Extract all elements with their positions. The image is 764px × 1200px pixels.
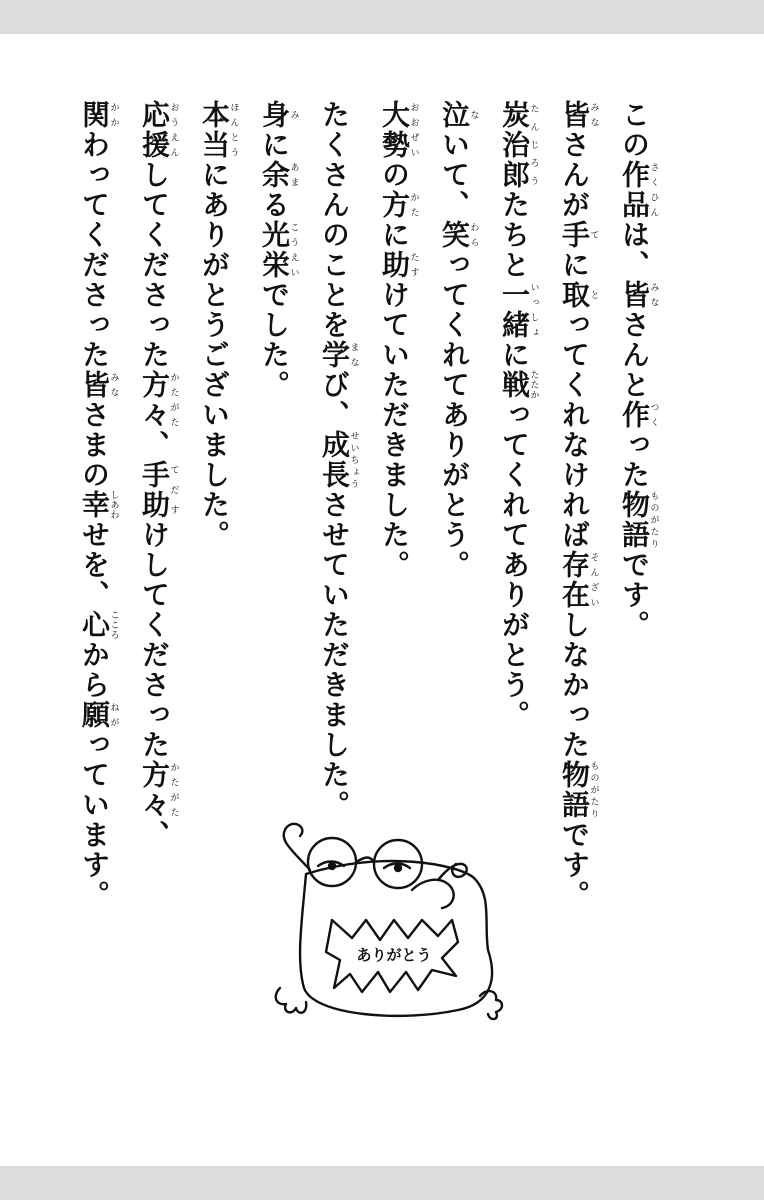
furigana: みな <box>648 280 659 310</box>
message-line <box>544 100 604 910</box>
furigana: みな <box>588 100 599 130</box>
message-text: たちと <box>498 190 531 280</box>
ruby-word <box>78 490 119 520</box>
furigana: て <box>588 220 599 250</box>
message-text: けしてくださった <box>138 520 171 760</box>
top-band <box>0 0 764 34</box>
ruby-word <box>78 700 119 730</box>
message-text: った <box>618 430 651 490</box>
message-text: に <box>498 340 531 370</box>
message-line <box>424 100 484 800</box>
paw-left <box>276 988 307 1013</box>
paw-right <box>480 991 502 1019</box>
glasses-monster-icon <box>262 810 522 1035</box>
ruby-word <box>138 370 179 430</box>
furigana: こうえい <box>288 220 299 280</box>
ruby-word <box>498 370 539 400</box>
message-text: してくださった <box>138 160 171 370</box>
ruby-base: 幸 <box>78 490 111 520</box>
ruby-base: 作 <box>618 400 651 430</box>
ruby-base: 応援 <box>138 100 171 160</box>
message-line <box>64 100 124 910</box>
ruby-word <box>618 280 659 310</box>
bottom-band <box>0 1166 764 1200</box>
ruby-base: 関 <box>78 100 111 130</box>
ruby-word <box>378 100 419 160</box>
furigana: しあわ <box>108 490 119 520</box>
ruby-base: 助 <box>378 250 411 280</box>
message-text: です。 <box>618 550 651 640</box>
message-text: です。 <box>558 820 591 910</box>
furigana: まな <box>348 340 359 370</box>
ruby-word <box>558 760 599 820</box>
ruby-base: 学 <box>318 340 351 370</box>
ruby-base: 存在 <box>558 550 591 610</box>
furigana: かたがた <box>168 370 179 430</box>
ruby-word <box>618 160 659 220</box>
ruby-word <box>618 490 659 550</box>
raised-hand <box>412 880 454 908</box>
ruby-base: 物語 <box>558 760 591 820</box>
furigana: ほんとう <box>228 100 239 160</box>
ruby-word <box>138 100 179 160</box>
ruby-word <box>378 190 419 220</box>
message-line <box>304 100 364 820</box>
message-line <box>124 100 184 850</box>
furigana: かた <box>408 190 419 220</box>
message-text: わってくださった <box>78 130 111 370</box>
message-text: でした。 <box>258 280 291 400</box>
message-text: さんが <box>558 130 591 220</box>
message-text: る <box>258 190 291 220</box>
ruby-base: 手 <box>558 220 591 250</box>
ruby-word <box>438 220 479 250</box>
ruby-base: 皆 <box>558 100 591 130</box>
message-text: しなかった <box>558 610 591 760</box>
ruby-word <box>498 100 539 190</box>
message-text: 、 <box>138 820 171 850</box>
ruby-base: 一緒 <box>498 280 531 340</box>
ruby-word <box>558 280 599 310</box>
ruby-base: 余 <box>258 160 291 190</box>
furigana: な <box>468 100 479 130</box>
ruby-word <box>558 220 599 250</box>
pupil-left <box>329 863 335 869</box>
furigana: ものがたり <box>648 490 659 550</box>
message-line <box>184 100 244 800</box>
message-line <box>244 100 304 800</box>
furigana: おうえん <box>168 100 179 160</box>
message-text: から <box>78 640 111 700</box>
message-text: さんと <box>618 310 651 400</box>
furigana: おおぜい <box>408 100 419 160</box>
ruby-base: 光栄 <box>258 220 291 280</box>
ruby-base: 皆 <box>78 370 111 400</box>
ruby-word <box>78 610 119 640</box>
ruby-word <box>378 250 419 280</box>
message-text: 、 <box>138 430 171 460</box>
ruby-word <box>258 100 299 130</box>
message-text: させていただきました。 <box>318 490 351 820</box>
message-text: ってくれなければ <box>558 310 591 550</box>
ruby-word <box>558 550 599 610</box>
ruby-base: 大勢 <box>378 100 411 160</box>
ruby-word <box>138 460 179 520</box>
ruby-word <box>78 100 119 130</box>
furigana: せいちょう <box>348 430 359 490</box>
furigana: かたがた <box>168 760 179 820</box>
message-text: けていただきました。 <box>378 280 411 580</box>
ruby-base: 成長 <box>318 430 351 490</box>
furigana: いっしょ <box>528 280 539 340</box>
message-line <box>604 100 664 800</box>
ruby-base: 物語 <box>618 490 651 550</box>
ruby-word <box>198 100 239 160</box>
speech-text: ありがとう <box>356 946 432 964</box>
furigana: たたか <box>528 370 539 400</box>
furigana: わら <box>468 220 479 250</box>
message-text: に <box>378 220 411 250</box>
ruby-base: 笑 <box>438 220 471 250</box>
furigana: かか <box>108 100 119 130</box>
ruby-base: 戦 <box>498 370 531 400</box>
message-text: び、 <box>318 370 351 430</box>
furigana: つく <box>648 400 659 430</box>
message-text: に <box>258 130 291 160</box>
closing-message <box>64 100 664 910</box>
ruby-word <box>318 430 359 490</box>
message-text: さまの <box>78 400 111 490</box>
message-text: この <box>618 100 651 160</box>
message-line <box>484 100 544 800</box>
ruby-base: 炭治郎 <box>498 100 531 190</box>
ruby-word <box>438 100 479 130</box>
ruby-word <box>138 760 179 820</box>
ruby-word <box>558 100 599 130</box>
message-text: せを、 <box>78 520 111 610</box>
message-line <box>364 100 424 800</box>
furigana: こころ <box>108 610 119 640</box>
furigana: みな <box>108 370 119 400</box>
furigana: たんじろう <box>528 100 539 190</box>
ruby-base: 手助 <box>138 460 171 520</box>
message-text: っています。 <box>78 730 111 910</box>
ruby-word <box>498 280 539 340</box>
ruby-base: 方々 <box>138 370 171 430</box>
furigana: と <box>588 280 599 310</box>
message-text: たくさんのことを <box>318 100 351 340</box>
ruby-base: 作品 <box>618 160 651 220</box>
ruby-word <box>78 370 119 400</box>
message-text: は、 <box>618 220 651 280</box>
message-text: の <box>378 160 411 190</box>
furigana: ものがたり <box>588 760 599 820</box>
furigana: ねが <box>108 700 119 730</box>
ruby-base: 願 <box>78 700 111 730</box>
message-text: ってくれてありがとう。 <box>438 250 471 580</box>
ruby-base: 方々 <box>138 760 171 820</box>
message-text: にありがとうございました。 <box>198 160 231 550</box>
ruby-base: 泣 <box>438 100 471 130</box>
furigana: そんざい <box>588 550 599 610</box>
antenna-left <box>284 824 310 870</box>
ruby-base: 身 <box>258 100 291 130</box>
ruby-base: 取 <box>558 280 591 310</box>
ruby-word <box>258 160 299 190</box>
ruby-base: 方 <box>378 190 411 220</box>
furigana: てだす <box>168 460 179 520</box>
ruby-base: 心 <box>78 610 111 640</box>
ruby-base: 皆 <box>618 280 651 310</box>
ruby-base: 本当 <box>198 100 231 160</box>
ruby-word <box>318 340 359 370</box>
ruby-word <box>258 220 299 280</box>
message-text: いて、 <box>438 130 471 220</box>
ruby-word <box>618 400 659 430</box>
furigana: み <box>288 100 299 130</box>
furigana: たす <box>408 250 419 280</box>
message-text: ってくれてありがとう。 <box>498 400 531 730</box>
message-text: に <box>558 250 591 280</box>
pupil-right <box>395 865 401 871</box>
furigana: あま <box>288 160 299 190</box>
furigana: さくひん <box>648 160 659 220</box>
